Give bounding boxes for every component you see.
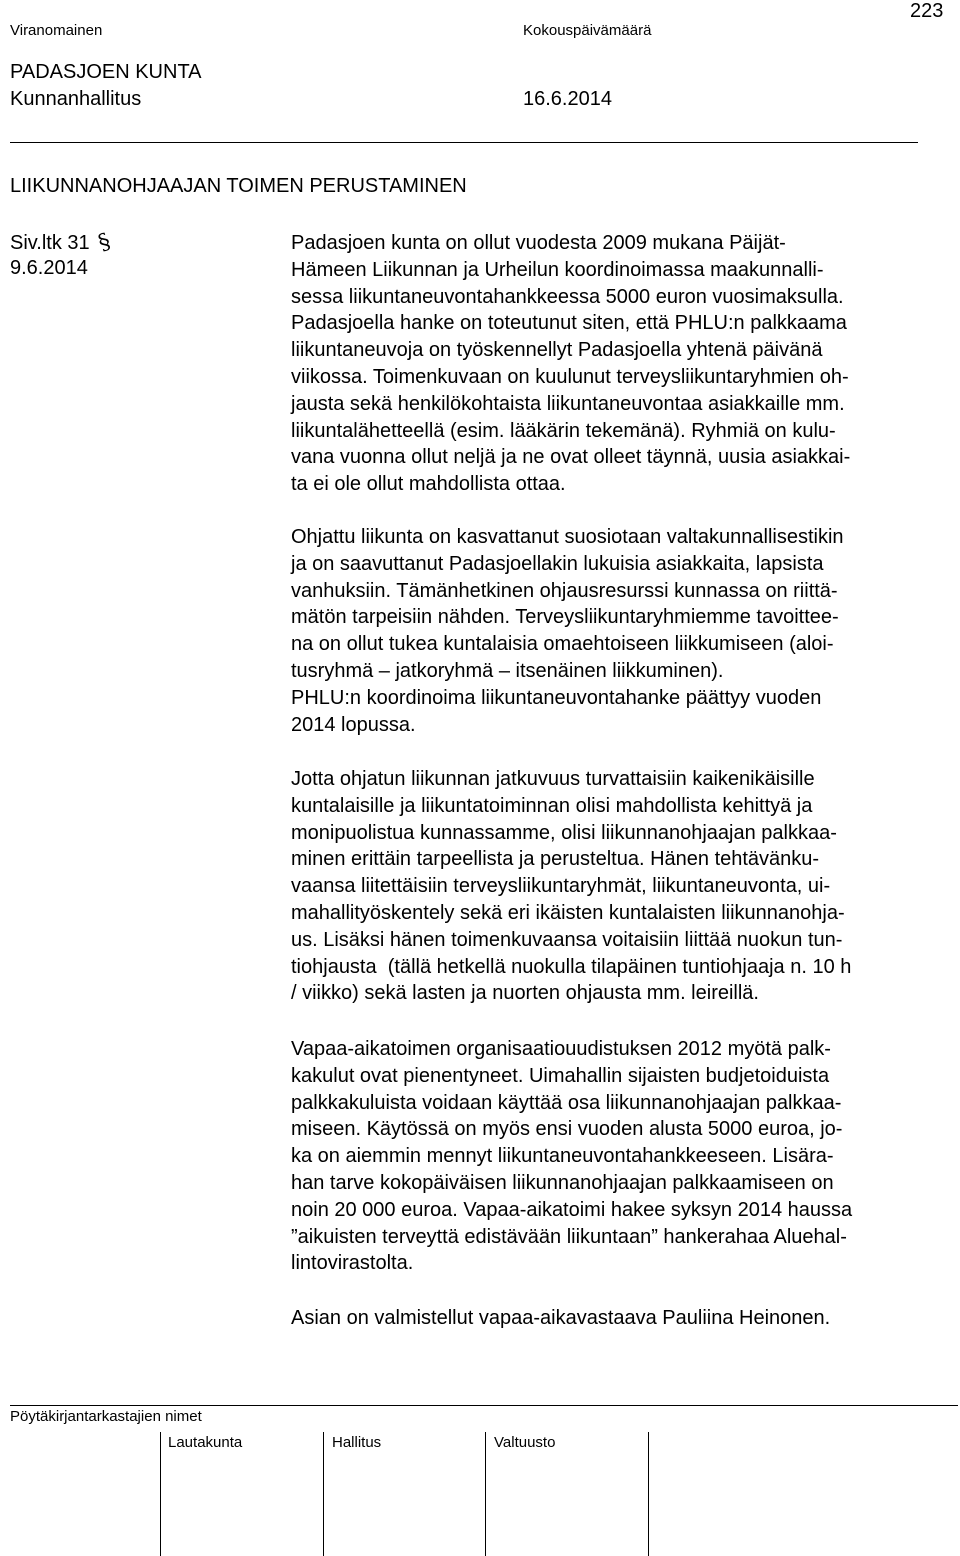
- text-line: PHLU:n koordinoima liikuntaneuvontahanke päättyy vuoden: [291, 686, 822, 709]
- text-line: mahallityöskentely sekä eri ikäisten kuntalaisten liikunnanohja-: [291, 901, 845, 924]
- text-line: liikuntalähetteellä (esim. lääkärin tekemänä). Ryhmiä on kulu-: [291, 419, 836, 442]
- footer-column-divider: [648, 1432, 649, 1556]
- text-line: Padasjoella hanke on toteutunut siten, että PHLU:n palkkaama: [291, 312, 847, 335]
- footer-divider: [10, 1405, 958, 1406]
- text-line: viikossa. Toimenkuvaan on kuulunut terveysliikuntaryhmien oh-: [291, 365, 849, 388]
- footer-column-lautakunta: Lautakunta: [168, 1434, 243, 1451]
- text-line: 2014 lopussa.: [291, 713, 416, 736]
- footer-column-valtuusto: Valtuusto: [494, 1434, 556, 1451]
- authority-name: Kunnanhallitus: [10, 88, 142, 110]
- text-line: minen erittäin tarpeellista ja perusteltua. Hänen tehtävänku-: [291, 848, 820, 871]
- meeting-date-label: Kokouspäivämäärä: [523, 22, 652, 39]
- text-line: Hämeen Liikunnan ja Urheilun koordinoimassa maakunnalli-: [291, 258, 824, 281]
- text-line: Vapaa-aikatoimen organisaatiouudistuksen 2012 myötä palk-: [291, 1038, 831, 1060]
- footer-column-divider: [160, 1432, 161, 1556]
- text-line: ”aikuisten terveyttä edistävään liikuntaan” hankerahaa Aluehal-: [291, 1225, 847, 1248]
- footer-column-divider: [485, 1432, 486, 1556]
- text-line: liikuntaneuvoja on työskennellyt Padasjoella yhtenä päivänä: [291, 339, 823, 362]
- text-line: tusryhmä – jatkoryhmä – itsenäinen liikkuminen).: [291, 659, 724, 682]
- reference-date: 9.6.2014: [10, 257, 88, 279]
- text-line: mätön tarpeisiin nähden. Terveysliikuntaryhmiemme tavoittee-: [291, 606, 839, 629]
- text-line: kakulut ovat pienentyneet. Uimahallin sijaisten budjetoiduista: [291, 1064, 830, 1087]
- header-divider: [10, 142, 918, 143]
- text-line: Jotta ohjatun liikunnan jatkuvuus turvattaisiin kaikenikäisille: [291, 768, 815, 790]
- footer-column-hallitus: Hallitus: [332, 1434, 382, 1451]
- text-line: vanhuksiin. Tämänhetkinen ohjausresurssi kunnassa on riittä-: [291, 579, 838, 602]
- paragraph-1: [291, 230, 850, 498]
- paragraph-4: [291, 1036, 852, 1277]
- text-line: jausta sekä henkilökohtaista liikuntaneuvontaa asiakkaille mm.: [291, 392, 845, 415]
- meeting-date: 16.6.2014: [523, 88, 612, 110]
- text-line: ja on saavuttanut Padasjoellakin lukuisia asiakkaita, lapsista: [291, 552, 824, 575]
- text-line: vaansa liitettäisiin terveysliikuntaryhmät, liikuntaneuvonta, ui-: [291, 875, 831, 898]
- text-line: monipuolistua kunnassamme, olisi liikunnanohjaajan palkkaa-: [291, 821, 837, 844]
- text-line: lintovirastolta.: [291, 1252, 414, 1275]
- reference-text: Siv.ltk 31: [10, 232, 90, 254]
- reviewers-label: Pöytäkirjantarkastajien nimet: [10, 1408, 202, 1425]
- text-line: Ohjattu liikunta on kasvattanut suosiotaan valtakunnallisestikin: [291, 526, 844, 548]
- text-line: miseen. Käytössä on myös ensi vuoden alusta 5000 euroa, jo-: [291, 1118, 843, 1141]
- text-line: vana vuonna ollut neljä ja ne ovat olleet täynnä, uusia asiakkai-: [291, 446, 851, 469]
- section-sign-icon: §: [95, 228, 115, 257]
- paragraph-5: [291, 1305, 830, 1332]
- text-line: ka on aiemmin mennyt liikuntaneuvontahankkeeseen. Lisära-: [291, 1145, 834, 1168]
- section-title: LIIKUNNANOHJAAJAN TOIMEN PERUSTAMINEN: [10, 175, 467, 197]
- section-reference: [10, 228, 115, 257]
- authority-label: Viranomainen: [10, 22, 103, 39]
- text-line: tiohjausta (tällä hetkellä nuokulla tilapäinen tuntiohjaaja n. 10 h: [291, 955, 852, 978]
- text-line: na on ollut tukea kuntalaisia omaehtoiseen liikkumiseen (aloi-: [291, 633, 834, 656]
- page-number: 223: [910, 0, 944, 22]
- paragraph-3: [291, 766, 851, 1007]
- text-line: han tarve kokopäiväisen liikunnanohjaajan palkkaamiseen on: [291, 1171, 834, 1194]
- footer-column-divider: [323, 1432, 324, 1556]
- paragraph-2: [291, 524, 844, 738]
- text-line: kuntalaisille ja liikuntatoiminnan olisi mahdollista kehittyä ja: [291, 794, 813, 817]
- text-line: / viikko) sekä lasten ja nuorten ohjausta mm. leireillä.: [291, 982, 759, 1005]
- text-line: noin 20 000 euroa. Vapaa-aikatoimi hakee syksyn 2014 haussa: [291, 1198, 853, 1221]
- text-line: sessa liikuntaneuvontahankkeessa 5000 euron vuosimaksulla.: [291, 285, 844, 308]
- text-line: Padasjoen kunta on ollut vuodesta 2009 mukana Päijät-: [291, 232, 786, 254]
- text-line: ta ei ole ollut mahdollista ottaa.: [291, 473, 566, 496]
- text-line: Asian on valmistellut vapaa-aikavastaava Pauliina Heinonen.: [291, 1307, 831, 1329]
- text-line: palkkakuluista voidaan käyttää osa liikunnanohjaajan palkkaa-: [291, 1091, 842, 1114]
- municipality-name: PADASJOEN KUNTA: [10, 61, 202, 83]
- text-line: us. Lisäksi hänen toimenkuvaansa voitaisiin liittää nuokun tun-: [291, 928, 843, 951]
